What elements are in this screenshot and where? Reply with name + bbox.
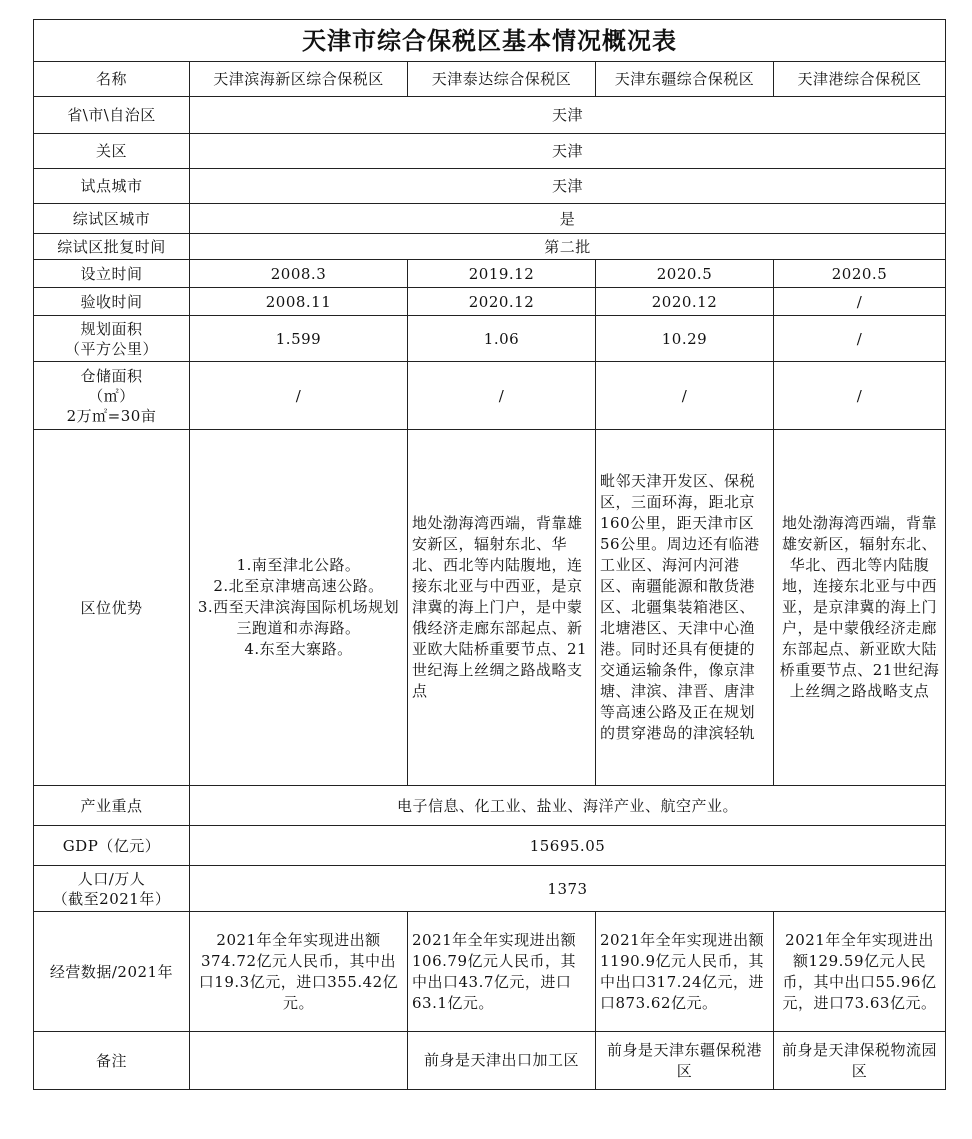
approval-batch-row [34,234,946,260]
population-label-line1: 人口/万人 [77,869,146,888]
storage-area-value: / [596,362,774,430]
population-label [34,866,190,912]
storage-area-label-line2: （㎡） [88,386,135,405]
acceptance-label: 验收时间 [34,288,190,316]
remarks-dongjiang: 前身是天津东疆保税港区 [596,1032,774,1090]
zone-name-tianjin-port: 天津港综合保税区 [774,62,946,97]
operations-taida: 2021年全年实现进出额106.79亿元人民币，其中出口43.7亿元，进口63.1亿元。 [408,912,596,1032]
comprehensive-city-value: 是 [190,204,946,234]
customs-label: 关区 [34,134,190,169]
population-row [34,866,946,912]
established-value: 2020.5 [596,260,774,288]
storage-area-row [34,362,946,430]
acceptance-value: / [774,288,946,316]
zones-overview-table [33,19,946,1090]
planned-area-value: 1.06 [408,316,596,362]
location-label: 区位优势 [34,430,190,786]
planned-area-value: 10.29 [596,316,774,362]
remarks-label: 备注 [34,1032,190,1090]
header-label: 名称 [34,62,190,97]
customs-row [34,134,946,169]
operations-row [34,912,946,1032]
comprehensive-city-row [34,204,946,234]
storage-area-label-line3: 2万㎡=30亩 [66,406,157,425]
storage-area-value: / [190,362,408,430]
operations-binhai: 2021年全年实现进出额374.72亿元人民币，其中出口19.3亿元，进口355.42亿元。 [190,912,408,1032]
approval-batch-label: 综试区批复时间 [34,234,190,260]
gdp-value: 15695.05 [190,826,946,866]
planned-area-value: 1.599 [190,316,408,362]
established-label: 设立时间 [34,260,190,288]
remarks-tianjin-port: 前身是天津保税物流园区 [774,1032,946,1090]
pilot-city-row [34,169,946,204]
location-binhai-line: 2.北至京津塘高速公路。 [213,577,384,595]
industry-value: 电子信息、化工业、盐业、海洋产业、航空产业。 [190,786,946,826]
location-binhai [190,430,408,786]
planned-area-row [34,316,946,362]
approval-batch-value: 第二批 [190,234,946,260]
title-row [34,20,946,62]
zone-name-taida: 天津泰达综合保税区 [408,62,596,97]
acceptance-value: 2020.12 [408,288,596,316]
zone-name-binhai: 天津滨海新区综合保税区 [190,62,408,97]
remarks-binhai [190,1032,408,1090]
planned-area-value: / [774,316,946,362]
province-value: 天津 [190,97,946,134]
location-row [34,430,946,786]
acceptance-value: 2008.11 [190,288,408,316]
acceptance-value: 2020.12 [596,288,774,316]
established-value: 2020.5 [774,260,946,288]
province-row [34,97,946,134]
established-value: 2019.12 [408,260,596,288]
population-value: 1373 [190,866,946,912]
location-tianjin-port: 地处渤海湾西端，背靠雄安新区，辐射东北、华北、西北等内陆腹地，连接东北亚与中西亚，是京津冀的海上门户，是中蒙俄经济走廊东部起点、新亚欧大陆桥重要节点、21世纪海上丝绸之路战略支点 [774,430,946,786]
location-taida: 地处渤海湾西端，背靠雄安新区，辐射东北、华北、西北等内陆腹地，连接东北亚与中西亚，是京津冀的海上门户，是中蒙俄经济走廊东部起点、新亚欧大陆桥重要节点、21世纪海上丝绸之路战略支点 [408,430,596,786]
remarks-taida: 前身是天津出口加工区 [408,1032,596,1090]
comprehensive-city-label: 综试区城市 [34,204,190,234]
population-label-line2: （截至2021年） [52,889,171,908]
established-row [34,260,946,288]
pilot-city-value: 天津 [190,169,946,204]
operations-label: 经营数据/2021年 [34,912,190,1032]
planned-area-label-line2: （平方公里） [64,339,158,358]
operations-tianjin-port: 2021年全年实现进出额129.59亿元人民币，其中出口55.96亿元，进口73.63亿元。 [774,912,946,1032]
storage-area-label-line1: 仓储面积 [80,366,143,385]
zone-name-dongjiang: 天津东疆综合保税区 [596,62,774,97]
established-value: 2008.3 [190,260,408,288]
location-dongjiang: 毗邻天津开发区、保税区，三面环海，距北京160公里，距天津市区56公里。周边还有临港工业区、海河内河港区、南疆能源和散货港区、北疆集装箱港区、北塘港区、天津中心渔港。同时还具有便捷的交通运输条件，像京津塘、津滨、津晋、唐津等高速公路及正在规划的贯穿港岛的津滨轻轨 [596,430,774,786]
customs-value: 天津 [190,134,946,169]
storage-area-value: / [408,362,596,430]
remarks-row [34,1032,946,1090]
province-label: 省\市\自治区 [34,97,190,134]
pilot-city-label: 试点城市 [34,169,190,204]
industry-row [34,786,946,826]
gdp-label: GDP（亿元） [34,826,190,866]
industry-label: 产业重点 [34,786,190,826]
gdp-row [34,826,946,866]
location-binhai-line: 3.西至天津滨海国际机场规划三跑道和赤海路。 [197,598,400,637]
planned-area-label [34,316,190,362]
header-row [34,62,946,97]
storage-area-value: / [774,362,946,430]
operations-dongjiang: 2021年全年实现进出额1190.9亿元人民币，其中出口317.24亿元，进口873.62亿元。 [596,912,774,1032]
acceptance-row [34,288,946,316]
storage-area-label [34,362,190,430]
location-binhai-line: 1.南至津北公路。 [236,556,361,574]
location-binhai-line: 4.东至大寨路。 [244,640,353,658]
table-title: 天津市综合保税区基本情况概况表 [34,20,946,62]
planned-area-label-line1: 规划面积 [80,319,143,338]
